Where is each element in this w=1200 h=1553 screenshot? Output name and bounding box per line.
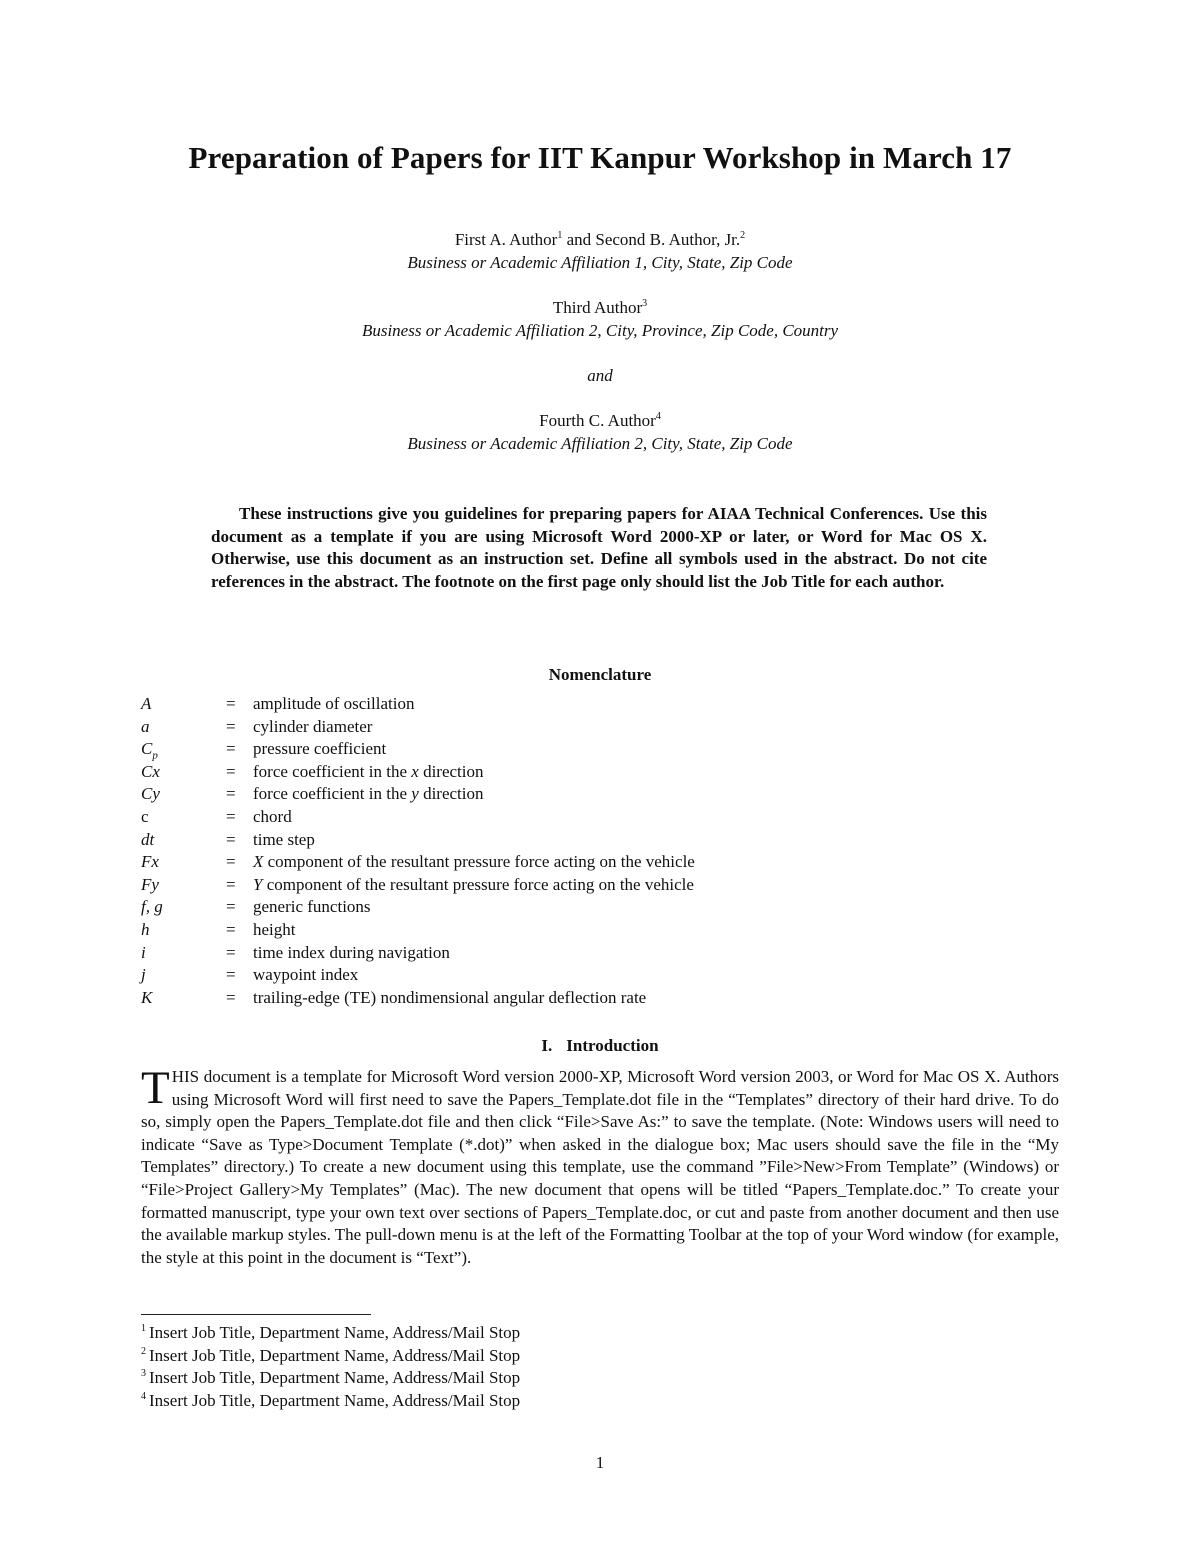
nomenclature-equals: = [226,897,236,917]
nomenclature-row [141,964,1041,987]
nomenclature-symbol: i [141,942,146,962]
nomenclature-heading: Nomenclature [548,665,652,684]
page-number: 1 [595,1453,605,1472]
nomenclature-equals: = [226,874,236,894]
footnote-number: 2 [141,1345,146,1357]
nomenclature-row [141,987,1041,1010]
nomenclature-definition: amplitude of oscillation [253,694,415,713]
nomenclature-definition: chord [253,806,292,826]
section-heading-introduction [0,1036,1200,1056]
footnote-number: 1 [141,1323,146,1334]
nomenclature-equals: = [226,716,236,736]
nomenclature-equals: = [226,761,236,781]
nomenclature-equals: = [226,965,236,985]
affiliation-1: Business or Academic Affiliation 1, City, State, Zip Code [407,253,793,272]
nomenclature-row [141,896,1041,919]
nomenclature-row [141,738,1041,761]
nomenclature-equals: = [226,829,236,849]
nomenclature-equals: = [226,739,236,759]
footnote [141,1345,520,1368]
footnote-text: Insert Job Title, Department Name, Address/Mail Stop [149,1323,521,1342]
nomenclature-definition: trailing-edge (TE) nondimensional angular deflection rate [253,987,647,1007]
nomenclature-row [141,829,1041,852]
nomenclature-symbol: j [141,965,146,985]
nomenclature-symbol: dt [141,829,155,849]
nomenclature-row [141,919,1041,942]
footnote-number: 4 [141,1390,146,1402]
author-line-1 [0,228,1200,251]
nomenclature-row [141,716,1041,739]
nomenclature-definition: generic functions [253,897,371,917]
author-third: Third Author [552,298,643,317]
abstract: These instructions give you guidelines for preparing papers for AIAA Technical Conferences. Use this document as a template if you are using Microsoft Word 2000-XP or later, or Word for Mac OS X. Otherwise, use this document as an instruction set. Define all symbols used in the abstract. Do not cite references in the abstract. The footnote on the first page only should list the Job Title for each author. [211,504,987,592]
affiliation-3: Business or Academic Affiliation 2, City, State, Zip Code [407,434,793,453]
nomenclature-definition: X component of the resultant pressure force acting on the vehicle [253,852,695,872]
introduction-text: HIS document is a template for Microsoft Word version 2000-XP, Microsoft Word version 2003, or Word for Mac OS X. Authors using Microsoft Word will first need to save the Papers_Template.dot file in the “Templates” directory of their hard drive. To do so, simply open the Papers_Template.dot file and then click “File>Save As:” to save the template. (Note: Windows users will need to indicate “Save as Type>Document Template (*.dot)” when asked in the dialogue box; Mac users should save the file in the “My Templates” directory.) To create a new document using this template, use the command ”File>New>From Template” (Windows) or “File>Project Gallery>My Templates” (Mac). The new document that opens will be titled “Papers_Template.doc.” To create your formatted manuscript, type your own text over sections of Papers_Template.doc, or cut and paste from another document and then use the available markup styles. The pull-down menu is at the left of the Formatting Toolbar at the top of your Word window (for example, the style at this point in the document is “Text”). [141,1067,1059,1267]
nomenclature-row [141,783,1041,806]
nomenclature-row [141,693,1041,716]
nomenclature-symbol: A [141,694,152,713]
footnote [141,1322,520,1345]
nomenclature-symbol: $C_p$ [141,739,158,762]
footnote-text: Insert Job Title, Department Name, Address/Mail Stop [149,1390,521,1410]
nomenclature-equals: = [226,987,236,1007]
nomenclature-row [141,874,1041,897]
nomenclature-symbol: Cy [141,784,160,804]
nomenclature-symbol: Fx [141,852,159,872]
nomenclature-definition: height [253,919,296,939]
footnote-separator [141,1314,371,1315]
nomenclature-definition: Y component of the resultant pressure force acting on the vehicle [253,874,694,894]
footnotes [141,1322,520,1412]
footnote-text: Insert Job Title, Department Name, Address/Mail Stop [149,1368,521,1388]
footnote-text: Insert Job Title, Department Name, Address/Mail Stop [149,1345,521,1365]
nomenclature-row [141,851,1041,874]
nomenclature-list [141,693,1041,1009]
paper-title: Preparation of Papers for IIT Kanpur Workshop in March 17 [188,140,1012,175]
nomenclature-symbol: Cx [141,761,160,781]
nomenclature-symbol: Fy [141,874,159,894]
introduction-paragraph [141,1062,1059,1269]
nomenclature-row [141,942,1041,965]
nomenclature-definition: cylinder diameter [253,716,373,736]
affiliation-2: Business or Academic Affiliation 2, City, Province, Zip Code, Country [361,321,839,340]
author-fourth: Fourth C. Author [539,411,656,430]
section-title: Introduction [566,1036,659,1055]
nomenclature-symbol: K [141,987,153,1007]
drop-cap: T [141,1062,170,1114]
nomenclature-equals: = [226,852,236,872]
author-line-2 [0,296,1200,319]
nomenclature-symbol: c [141,806,149,826]
author-first: First A. Author [454,230,558,249]
nomenclature-equals: = [226,919,236,939]
nomenclature-row [141,761,1041,784]
nomenclature-definition: time step [253,829,315,849]
author-first-footnote-ref: 1 [557,230,563,241]
section-number: I. [541,1036,553,1055]
nomenclature-equals: = [226,694,236,713]
footnote [141,1390,520,1413]
author-line-3 [0,409,1200,432]
nomenclature-definition: force coefficient in the y direction [253,784,484,804]
author-third-footnote-ref: 3 [642,298,648,309]
nomenclature-definition: time index during navigation [253,942,450,962]
footnote-number: 3 [141,1368,146,1380]
and-separator: and [587,366,613,385]
nomenclature-symbol: h [141,919,150,939]
footnote [141,1367,520,1390]
author-second: and Second B. Author, Jr. [562,230,741,249]
author-second-footnote-ref: 2 [740,230,746,241]
author-block [0,228,1200,455]
nomenclature-equals: = [226,806,236,826]
nomenclature-definition: force coefficient in the x direction [253,761,484,781]
author-fourth-footnote-ref: 4 [655,411,661,422]
nomenclature-symbol: a [141,716,150,736]
nomenclature-symbol: f, g [141,897,163,917]
nomenclature-definition: waypoint index [253,965,359,985]
nomenclature-definition: pressure coefficient [253,739,387,759]
nomenclature-equals: = [226,942,236,962]
nomenclature-row [141,806,1041,829]
nomenclature-equals: = [226,784,236,804]
